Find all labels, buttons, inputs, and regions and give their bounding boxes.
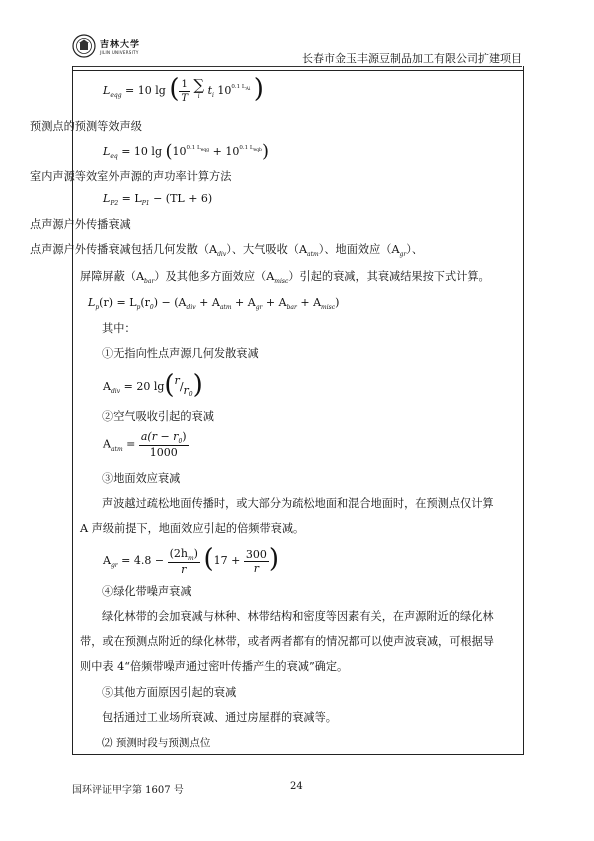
formula-lp-r: $L_p(r) = L_p(r_0) - (A_{div} + A_{atm} + A_{gr} + A_{bar} + A_{misc})$ xyxy=(88,296,340,311)
formula-aatm: $A_{atm}$ = $\frac{a(r - r_0)}{1000}$ xyxy=(103,430,187,459)
text-greenbelt-desc-2: 带，或在预测点附近的绿化林带，或者两者都有的情况都可以使声波衰减，可根据导 xyxy=(80,635,494,648)
frame-top-rule xyxy=(73,70,523,71)
text-ground-effect: ③地面效应衰减 xyxy=(102,472,181,485)
text-prediction-period-heading: ⑵ 预测时段与预测点位 xyxy=(102,737,211,749)
text-predicted-equivalent-level: 预测点的预测等效声级 xyxy=(30,120,142,133)
logo-chinese-name: 吉林大学 xyxy=(100,40,141,50)
text-geometric-divergence: ①无指向性点声源几何发散衰减 xyxy=(102,347,259,360)
text-greenbelt-desc-3: 则中表 4“倍频带噪声通过密叶传播产生的衰减”确定。 xyxy=(80,660,349,673)
text-point-source-attenuation: 点声源户外传播衰减 xyxy=(30,218,131,231)
page-number: 24 xyxy=(290,781,303,792)
university-seal-icon xyxy=(72,34,96,58)
logo-english-name: JILIN UNIVERSITY xyxy=(100,50,139,55)
formula-leq: $L_{eq} = 10$ $\lg (10^{0.1 Leqg} + 10^{0.1 Leqb})$ xyxy=(103,141,269,162)
university-logo xyxy=(72,34,152,60)
text-attenuation-components-2: 屏障屏蔽$(A_{bar})$及其他多方面效应$(A_{misc})$引起的衰减，其衰减结果按下式计算。 xyxy=(80,270,490,285)
text-air-absorption: ②空气吸收引起的衰减 xyxy=(102,410,214,423)
text-where: 其中： xyxy=(102,322,136,335)
text-greenbelt-attenuation: ④绿化带噪声衰减 xyxy=(102,585,192,598)
formula-adiv: $A_{div} = 20$ $\lg(r/r_0)$ xyxy=(103,370,203,400)
page-header xyxy=(72,30,522,67)
formula-agr: $A_{gr} = 4.8$ − $\frac{(2h_m)}{r}$ (17 + $\frac{300}{r}$ ) xyxy=(103,544,279,576)
text-other-causes-desc: 包括通过工业场所衰减、通过房屋群的衰减等。 xyxy=(102,711,337,724)
formula-leqg: $L_{eqg} = 10$ lg ( $\frac{1}{T}$ ∑ i $t_i$ $10^{0.1 LAi}$ ) xyxy=(103,74,264,104)
certificate-number: 国环评证甲字第 1607 号 xyxy=(72,785,184,796)
text-attenuation-components-1: 点声源户外传播衰减包括几何发散$(A_{div})$、大气吸收$(A_{atm})$、地面效应$(A_{gr})$、 xyxy=(30,243,424,258)
text-indoor-source-method: 室内声源等效室外声源的声功率计算方法 xyxy=(30,170,232,183)
project-title: 长春市金玉丰源豆制品加工有限公司扩建项目 xyxy=(302,52,522,65)
text-ground-effect-desc-1: 声波越过疏松地面传播时，或大部分为疏松地面和混合地面时，在预测点仅计算 xyxy=(102,497,494,510)
text-greenbelt-desc-1: 绿化林带的会加衰减与林种、林带结构和密度等因素有关，在声源附近的绿化林 xyxy=(102,610,494,623)
text-ground-effect-desc-2: A 声级前提下，地面效应引起的倍频带衰减。 xyxy=(80,522,305,535)
text-other-causes: ⑤其他方面原因引起的衰减 xyxy=(102,686,237,699)
formula-lp2: $L_{P2} = L_{P1} - (TL + 6)$ xyxy=(103,192,213,207)
